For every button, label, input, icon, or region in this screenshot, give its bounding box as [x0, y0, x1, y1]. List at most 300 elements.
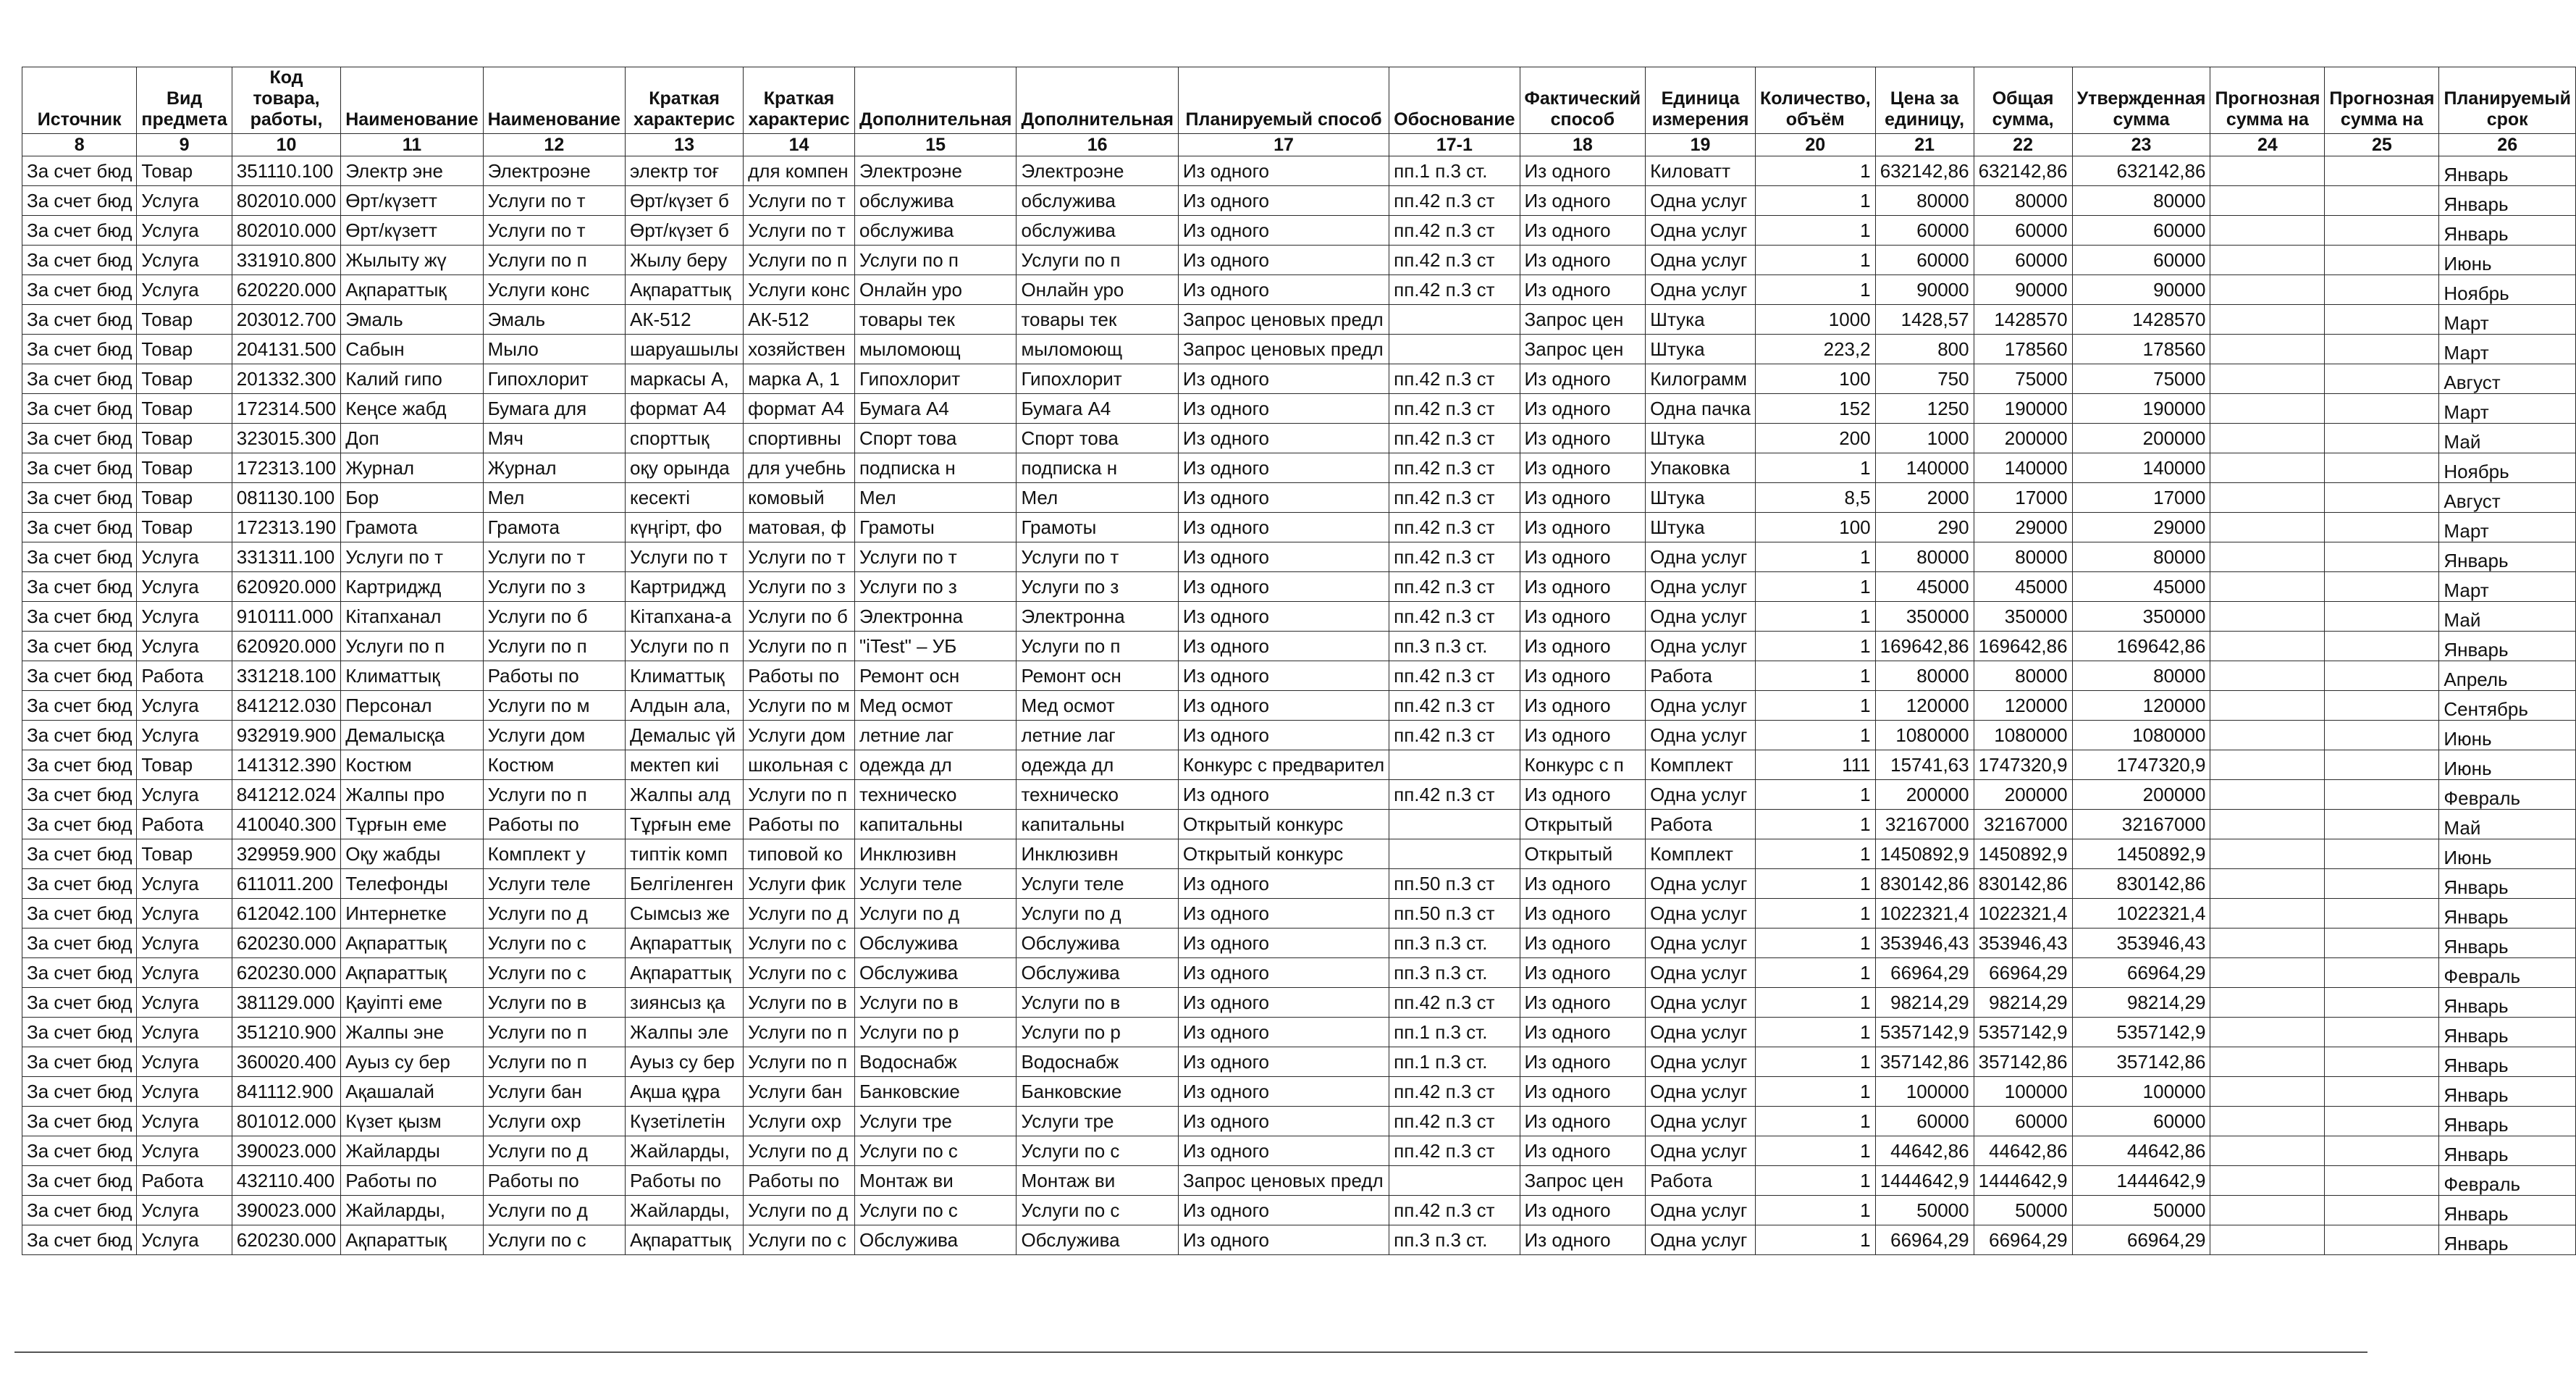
table-cell: Өрт/күзет б	[626, 216, 744, 246]
table-cell	[2210, 186, 2325, 216]
table-cell: Услуга	[137, 572, 232, 602]
table-cell: спортивны	[744, 424, 855, 453]
table-cell: Инклюзивн	[1016, 839, 1178, 869]
table-cell: Из одного	[1520, 1107, 1646, 1136]
table-cell: За счет бюд	[22, 810, 137, 839]
table-cell	[2325, 246, 2439, 275]
table-cell	[1389, 305, 1520, 335]
table-cell: 1	[1755, 246, 1875, 275]
table-cell: Из одного	[1178, 1225, 1389, 1255]
table-cell: Мед осмот	[854, 691, 1016, 721]
table-cell: Услуги конс	[744, 275, 855, 305]
table-cell: 98214,29	[1875, 988, 1974, 1018]
table-cell: За счет бюд	[22, 988, 137, 1018]
table-cell	[2210, 1077, 2325, 1107]
table-cell: Запрос ценовых предл	[1178, 1166, 1389, 1196]
table-cell: Услуги по б	[744, 602, 855, 632]
table-cell: "iTest" – УБ	[854, 632, 1016, 661]
table-cell: Услуги по т	[341, 542, 483, 572]
table-cell	[2210, 305, 2325, 335]
table-cell: Запрос цен	[1520, 305, 1646, 335]
table-cell: Костюм	[483, 750, 625, 780]
table-cell: 1000	[1875, 424, 1974, 453]
table-cell: Упаковка	[1646, 453, 1756, 483]
table-cell: Одна услуг	[1646, 780, 1756, 810]
table-cell: Бумага А4	[854, 394, 1016, 424]
table-cell: Инклюзивн	[854, 839, 1016, 869]
column-number: 16	[1016, 134, 1178, 156]
table-cell: 1	[1755, 1047, 1875, 1077]
table-cell: Работа	[1646, 661, 1756, 691]
table-cell: Услуги по п	[483, 246, 625, 275]
table-cell: Одна услуг	[1646, 1077, 1756, 1107]
table-cell: 100000	[1875, 1077, 1974, 1107]
table-cell: 1444642,9	[2072, 1166, 2210, 1196]
table-cell: Услуги тре	[854, 1107, 1016, 1136]
table-cell: Работа	[1646, 810, 1756, 839]
table-cell	[2210, 246, 2325, 275]
table-cell: Ремонт осн	[854, 661, 1016, 691]
table-cell: За счет бюд	[22, 691, 137, 721]
table-cell: 800	[1875, 335, 1974, 364]
table-cell: Услуги по з	[744, 572, 855, 602]
table-cell: За счет бюд	[22, 1047, 137, 1077]
table-cell: Мед осмот	[1016, 691, 1178, 721]
table-cell: Май	[2439, 424, 2576, 453]
table-cell: формат А4	[744, 394, 855, 424]
table-cell: Январь	[2439, 1018, 2576, 1047]
table-cell: Услуги по п	[483, 1047, 625, 1077]
table-cell: күңгірт, фо	[626, 513, 744, 542]
table-cell	[2325, 869, 2439, 899]
table-cell: За счет бюд	[22, 1196, 137, 1225]
table-cell: пп.42 п.3 ст	[1389, 988, 1520, 1018]
table-cell	[2210, 275, 2325, 305]
table-cell	[2210, 839, 2325, 869]
table-cell: Одна услуг	[1646, 1225, 1756, 1255]
table-cell: 353946,43	[1875, 929, 1974, 958]
column-number: 13	[626, 134, 744, 156]
column-header: Обоснование	[1389, 67, 1520, 134]
table-cell: Услуга	[137, 691, 232, 721]
table-cell: Услуги по д	[1016, 899, 1178, 929]
table-cell: 29000	[1974, 513, 2072, 542]
table-cell: Услуги по т	[744, 186, 855, 216]
table-cell: 1	[1755, 1107, 1875, 1136]
table-cell: 830142,86	[1875, 869, 1974, 899]
table-cell: Жайларды	[341, 1136, 483, 1166]
table-cell: 1	[1755, 632, 1875, 661]
table-cell: 100000	[2072, 1077, 2210, 1107]
table-cell: Из одного	[1520, 483, 1646, 513]
table-cell	[2325, 691, 2439, 721]
table-cell: Из одного	[1520, 275, 1646, 305]
table-cell: Килограмм	[1646, 364, 1756, 394]
table-cell: Конкурс с предварител	[1178, 750, 1389, 780]
table-cell: Жылыту жү	[341, 246, 483, 275]
table-cell: Мел	[854, 483, 1016, 513]
table-cell: Из одного	[1178, 246, 1389, 275]
table-cell: 203012.700	[232, 305, 340, 335]
table-cell: Обслужива	[854, 929, 1016, 958]
table-row	[22, 483, 2576, 513]
table-cell: 1	[1755, 1018, 1875, 1047]
table-cell: Январь	[2439, 542, 2576, 572]
table-cell: Сымсыз же	[626, 899, 744, 929]
table-cell: Одна услуг	[1646, 691, 1756, 721]
table-cell: 223,2	[1755, 335, 1875, 364]
table-cell: маркасы А,	[626, 364, 744, 394]
table-cell: Кітапхана-а	[626, 602, 744, 632]
table-cell: Из одного	[1520, 453, 1646, 483]
table-cell: Демалыс үй	[626, 721, 744, 750]
table-cell: 1	[1755, 542, 1875, 572]
table-cell: Ауыз су бер	[626, 1047, 744, 1077]
table-cell: Грамота	[341, 513, 483, 542]
column-header: Планируемый способ	[1178, 67, 1389, 134]
table-cell: Открытый конкурс	[1178, 839, 1389, 869]
table-cell: 60000	[2072, 216, 2210, 246]
table-cell: 353946,43	[1974, 929, 2072, 958]
table-cell: 390023.000	[232, 1196, 340, 1225]
table-cell: 1428,57	[1875, 305, 1974, 335]
table-cell	[2210, 1107, 2325, 1136]
table-cell: Онлайн уро	[1016, 275, 1178, 305]
table-row	[22, 839, 2576, 869]
table-cell: 1	[1755, 1196, 1875, 1225]
table-cell: Обслужива	[1016, 929, 1178, 958]
table-cell: 200000	[1974, 780, 2072, 810]
table-cell	[2325, 958, 2439, 988]
table-row	[22, 246, 2576, 275]
column-header: Утвержденная сумма	[2072, 67, 2210, 134]
table-row	[22, 1077, 2576, 1107]
table-cell: товары тек	[854, 305, 1016, 335]
table-cell: Работы по	[483, 810, 625, 839]
table-row	[22, 513, 2576, 542]
column-header: Прогнозная сумма на	[2210, 67, 2325, 134]
table-cell: Услуга	[137, 542, 232, 572]
table-cell: Январь	[2439, 869, 2576, 899]
table-cell: Услуги по т	[483, 216, 625, 246]
column-header: Количество, объём	[1755, 67, 1875, 134]
table-cell: 350000	[1974, 602, 2072, 632]
table-cell: 17000	[1974, 483, 2072, 513]
table-cell: формат А4	[626, 394, 744, 424]
column-number: 11	[341, 134, 483, 156]
table-cell: 1	[1755, 1166, 1875, 1196]
table-cell: Услуги теле	[1016, 869, 1178, 899]
table-cell: Из одного	[1520, 869, 1646, 899]
table-cell: 290	[1875, 513, 1974, 542]
table-cell: Услуги по д	[483, 1196, 625, 1225]
column-header: Источник	[22, 67, 137, 134]
table-cell: Грамота	[483, 513, 625, 542]
table-cell: Из одного	[1520, 246, 1646, 275]
table-cell: Услуги по р	[1016, 1018, 1178, 1047]
table-cell	[2325, 780, 2439, 810]
table-cell: 44642,86	[2072, 1136, 2210, 1166]
table-cell: оқу орында	[626, 453, 744, 483]
table-cell: Демалысқа	[341, 721, 483, 750]
table-cell: 802010.000	[232, 186, 340, 216]
table-cell: пп.3 п.3 ст.	[1389, 929, 1520, 958]
table-cell: Услуги по з	[1016, 572, 1178, 602]
table-cell: За счет бюд	[22, 542, 137, 572]
column-number: 20	[1755, 134, 1875, 156]
table-cell: Банковские	[854, 1077, 1016, 1107]
table-cell: 841112.900	[232, 1077, 340, 1107]
table-cell	[2210, 1225, 2325, 1255]
table-cell	[2210, 513, 2325, 542]
table-cell: 50000	[2072, 1196, 2210, 1225]
table-row	[22, 661, 2576, 691]
table-cell: Услуги по п	[626, 632, 744, 661]
table-cell: Ақпараттық	[626, 1225, 744, 1255]
table-cell: Картриджд	[626, 572, 744, 602]
table-cell	[2210, 1047, 2325, 1077]
table-cell: Интернетке	[341, 899, 483, 929]
table-cell: Услуги по с	[744, 929, 855, 958]
table-cell: 66964,29	[1974, 958, 2072, 988]
table-cell: Услуги по з	[854, 572, 1016, 602]
table-cell: 100	[1755, 364, 1875, 394]
table-cell: Банковские	[1016, 1077, 1178, 1107]
table-cell: 932919.900	[232, 721, 340, 750]
table-cell: Обслужива	[854, 1225, 1016, 1255]
table-cell: 1450892,9	[1974, 839, 2072, 869]
table-cell: Услуги по т	[744, 542, 855, 572]
table-cell: Из одного	[1520, 424, 1646, 453]
table-cell	[2325, 1166, 2439, 1196]
table-cell: Услуги дом	[483, 721, 625, 750]
table-cell	[2210, 661, 2325, 691]
table-cell: Январь	[2439, 929, 2576, 958]
table-cell: Одна услуг	[1646, 1196, 1756, 1225]
table-cell: Товар	[137, 335, 232, 364]
table-cell: Из одного	[1520, 1225, 1646, 1255]
table-cell: Товар	[137, 453, 232, 483]
table-row	[22, 958, 2576, 988]
table-cell: За счет бюд	[22, 661, 137, 691]
table-cell: Услуга	[137, 899, 232, 929]
table-cell: для компен	[744, 156, 855, 186]
column-number: 18	[1520, 134, 1646, 156]
column-number: 23	[2072, 134, 2210, 156]
table-cell: Август	[2439, 483, 2576, 513]
table-cell: За счет бюд	[22, 572, 137, 602]
table-cell: Открытый	[1520, 810, 1646, 839]
table-cell: 802010.000	[232, 216, 340, 246]
table-cell: Онлайн уро	[854, 275, 1016, 305]
table-cell: пп.42 п.3 ст	[1389, 186, 1520, 216]
table-cell: 178560	[2072, 335, 2210, 364]
table-cell: Январь	[2439, 988, 2576, 1018]
table-cell: 620920.000	[232, 632, 340, 661]
table-cell: Электроэне	[1016, 156, 1178, 186]
table-cell: За счет бюд	[22, 780, 137, 810]
table-cell: Жылу беру	[626, 246, 744, 275]
table-cell: Услуги по т	[744, 216, 855, 246]
table-cell: Мел	[483, 483, 625, 513]
table-row	[22, 780, 2576, 810]
table-cell: Электроэне	[483, 156, 625, 186]
table-cell: Өрт/күзетт	[341, 186, 483, 216]
table-cell	[2210, 1136, 2325, 1166]
table-cell: 1000	[1755, 305, 1875, 335]
table-cell: Работа	[137, 661, 232, 691]
table-cell: подписка н	[1016, 453, 1178, 483]
table-cell: техническо	[854, 780, 1016, 810]
table-row	[22, 1136, 2576, 1166]
table-cell: За счет бюд	[22, 899, 137, 929]
table-cell	[2325, 156, 2439, 186]
table-cell: Январь	[2439, 632, 2576, 661]
table-cell: Услуги теле	[854, 869, 1016, 899]
table-cell: Из одного	[1520, 899, 1646, 929]
table-cell: Из одного	[1178, 216, 1389, 246]
table-cell: Услуга	[137, 988, 232, 1018]
table-cell: пп.42 п.3 ст	[1389, 364, 1520, 394]
table-cell: Из одного	[1520, 780, 1646, 810]
table-cell: Март	[2439, 513, 2576, 542]
table-cell: 90000	[1974, 275, 2072, 305]
table-cell: 1080000	[1974, 721, 2072, 750]
table-cell	[2210, 572, 2325, 602]
table-cell: Одна услуг	[1646, 602, 1756, 632]
table-cell: матовая, ф	[744, 513, 855, 542]
table-cell: Климаттық	[341, 661, 483, 691]
table-cell: Тұрғын еме	[341, 810, 483, 839]
table-cell: Жалпы эне	[341, 1018, 483, 1047]
table-cell: 60000	[1875, 216, 1974, 246]
table-cell: Из одного	[1520, 958, 1646, 988]
table-cell: 5357142,9	[2072, 1018, 2210, 1047]
table-cell: мектеп киі	[626, 750, 744, 780]
table-cell: пп.42 п.3 ст	[1389, 424, 1520, 453]
table-cell: 801012.000	[232, 1107, 340, 1136]
table-cell: 200000	[2072, 780, 2210, 810]
table-cell: Услуги по с	[483, 1225, 625, 1255]
table-cell: Услуга	[137, 1018, 232, 1047]
table-cell: Услуги по з	[483, 572, 625, 602]
table-cell: 1	[1755, 721, 1875, 750]
table-row	[22, 216, 2576, 246]
table-cell	[2325, 661, 2439, 691]
column-header: Фактический способ	[1520, 67, 1646, 134]
table-cell: пп.42 п.3 ст	[1389, 216, 1520, 246]
table-cell: Телефонды	[341, 869, 483, 899]
table-cell: Услуги по п	[744, 780, 855, 810]
table-cell: 80000	[1974, 661, 2072, 691]
table-cell: 80000	[2072, 542, 2210, 572]
table-cell: Работы по	[626, 1166, 744, 1196]
table-cell: Электр эне	[341, 156, 483, 186]
table-cell: 60000	[1974, 1107, 2072, 1136]
table-cell: 60000	[1875, 246, 1974, 275]
table-cell: За счет бюд	[22, 602, 137, 632]
table-cell: 353946,43	[2072, 929, 2210, 958]
table-cell: 140000	[2072, 453, 2210, 483]
table-cell: пп.3 п.3 ст.	[1389, 958, 1520, 988]
table-cell: Штука	[1646, 335, 1756, 364]
table-cell: Услуги по в	[744, 988, 855, 1018]
table-cell: 1428570	[2072, 305, 2210, 335]
table-cell: Услуги по п	[1016, 246, 1178, 275]
table-cell	[2325, 394, 2439, 424]
table-cell: Из одного	[1178, 275, 1389, 305]
table-cell: Услуги по п	[483, 780, 625, 810]
table-cell	[2325, 929, 2439, 958]
table-cell: зиянсыз қа	[626, 988, 744, 1018]
table-cell: 323015.300	[232, 424, 340, 453]
table-row	[22, 1018, 2576, 1047]
table-cell: За счет бюд	[22, 721, 137, 750]
table-cell: 357142,86	[2072, 1047, 2210, 1077]
table-cell: Май	[2439, 602, 2576, 632]
table-cell	[2210, 424, 2325, 453]
table-cell: Доп	[341, 424, 483, 453]
column-number-row	[22, 134, 2576, 156]
table-cell: За счет бюд	[22, 305, 137, 335]
table-cell: 32167000	[1875, 810, 1974, 839]
table-cell: пп.42 п.3 ст	[1389, 513, 1520, 542]
table-cell: Конкурс с п	[1520, 750, 1646, 780]
table-cell	[2325, 750, 2439, 780]
column-header: Дополнительная	[1016, 67, 1178, 134]
table-cell: 60000	[1974, 246, 2072, 275]
table-cell: Из одного	[1178, 899, 1389, 929]
table-cell: Июнь	[2439, 839, 2576, 869]
table-cell: Из одного	[1520, 216, 1646, 246]
table-cell: Одна услуг	[1646, 1107, 1756, 1136]
table-cell: Услуги по п	[744, 1018, 855, 1047]
table-cell: 80000	[2072, 661, 2210, 691]
column-header: Наименование	[483, 67, 625, 134]
table-cell	[2325, 364, 2439, 394]
table-cell: 169642,86	[2072, 632, 2210, 661]
table-cell: 204131.500	[232, 335, 340, 364]
table-cell: 1450892,9	[2072, 839, 2210, 869]
table-row	[22, 721, 2576, 750]
table-cell: пп.42 п.3 ст	[1389, 246, 1520, 275]
table-cell	[2325, 186, 2439, 216]
table-cell: АК-512	[744, 305, 855, 335]
table-cell: пп.50 п.3 ст	[1389, 869, 1520, 899]
table-cell: Одна услуг	[1646, 246, 1756, 275]
table-cell: Кеңсе жабд	[341, 394, 483, 424]
table-cell: подписка н	[854, 453, 1016, 483]
table-cell: 1	[1755, 216, 1875, 246]
table-cell	[2210, 869, 2325, 899]
table-cell: Апрель	[2439, 661, 2576, 691]
table-cell: 351210.900	[232, 1018, 340, 1047]
table-cell: типтік комп	[626, 839, 744, 869]
column-number: 17	[1178, 134, 1389, 156]
table-cell: 390023.000	[232, 1136, 340, 1166]
table-cell: 98214,29	[2072, 988, 2210, 1018]
table-cell: 350000	[1875, 602, 1974, 632]
table-cell	[2325, 1107, 2439, 1136]
table-cell: Комплект у	[483, 839, 625, 869]
table-cell	[2325, 602, 2439, 632]
table-row	[22, 869, 2576, 899]
table-cell: Из одного	[1520, 394, 1646, 424]
table-cell: Одна услуг	[1646, 572, 1756, 602]
table-cell: Из одного	[1520, 572, 1646, 602]
table-cell: Услуги теле	[483, 869, 625, 899]
table-cell: Из одного	[1178, 958, 1389, 988]
